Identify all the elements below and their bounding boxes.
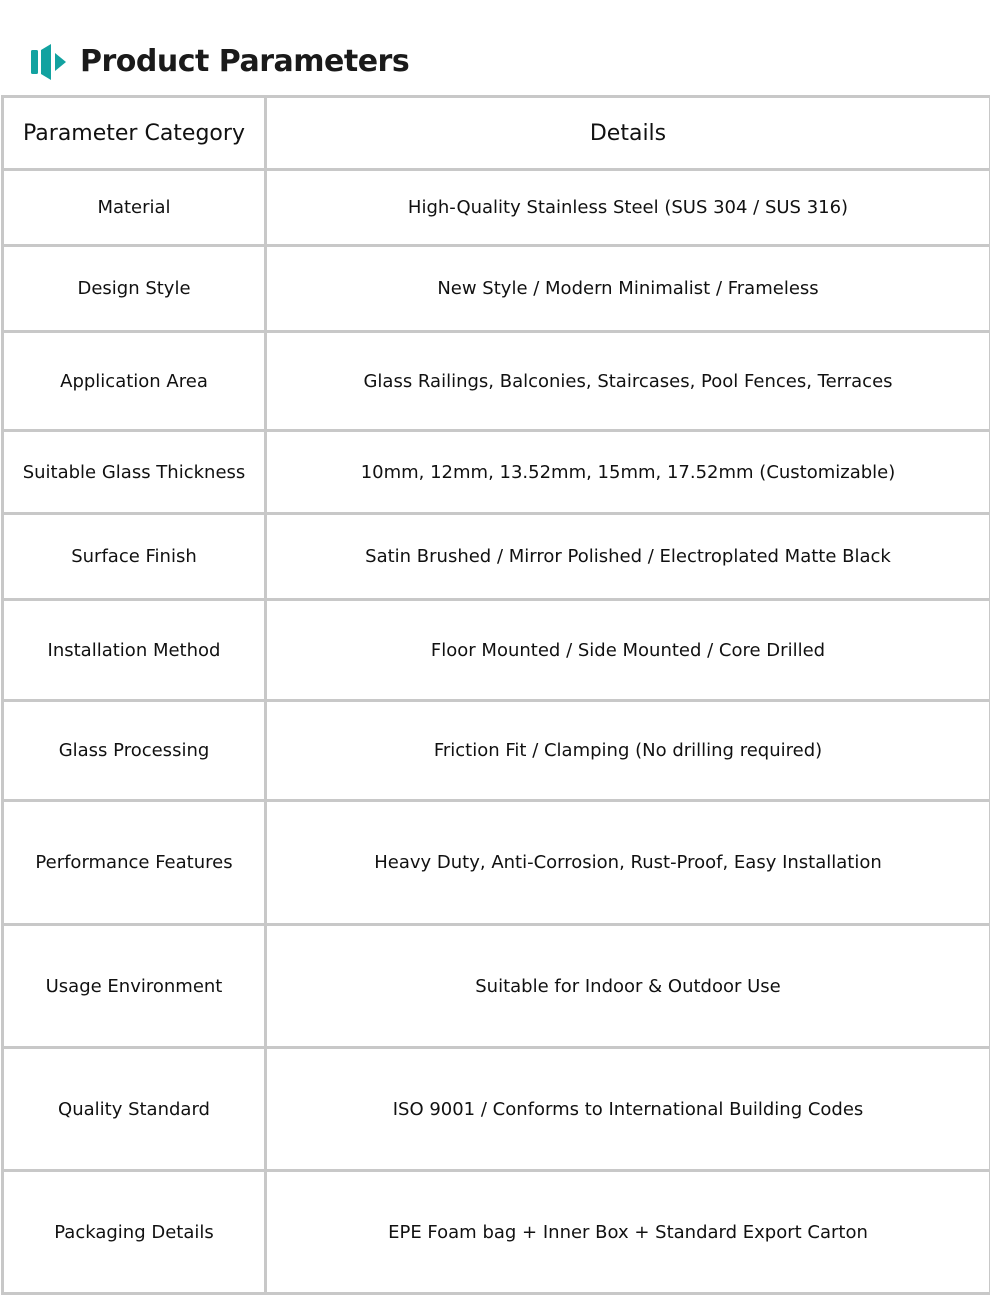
table-row <box>3 246 990 332</box>
page-title: Product Parameters <box>80 44 410 79</box>
row-details-glass-processing: Friction Fit / Clamping (No drilling required) <box>266 701 990 801</box>
table-row <box>3 514 990 600</box>
row-details-quality-standard: ISO 9001 / Conforms to International Building Codes <box>266 1048 990 1171</box>
table-row <box>3 701 990 801</box>
row-details-usage-environment: Suitable for Indoor & Outdoor Use <box>266 925 990 1048</box>
table-header-row <box>3 97 990 170</box>
table-row <box>3 431 990 514</box>
row-details-glass-thickness: 10mm, 12mm, 13.52mm, 15mm, 17.52mm (Customizable) <box>266 431 990 514</box>
table-row <box>3 332 990 431</box>
row-details-surface-finish: Satin Brushed / Mirror Polished / Electroplated Matte Black <box>266 514 990 600</box>
row-category-usage-environment: Usage Environment <box>3 925 266 1048</box>
column-header-category: Parameter Category <box>3 97 266 170</box>
row-category-quality-standard: Quality Standard <box>3 1048 266 1171</box>
column-header-details: Details <box>266 97 990 170</box>
row-details-material: High-Quality Stainless Steel (SUS 304 / SUS 316) <box>266 170 990 246</box>
row-details-application-area: Glass Railings, Balconies, Staircases, Pool Fences, Terraces <box>266 332 990 431</box>
row-category-design-style: Design Style <box>3 246 266 332</box>
speaker-icon <box>28 40 72 84</box>
row-category-installation-method: Installation Method <box>3 600 266 701</box>
row-category-surface-finish: Surface Finish <box>3 514 266 600</box>
table-row <box>3 1048 990 1171</box>
row-category-packaging-details: Packaging Details <box>3 1171 266 1294</box>
row-category-glass-thickness: Suitable Glass Thickness <box>3 431 266 514</box>
table-row <box>3 925 990 1048</box>
row-category-glass-processing: Glass Processing <box>3 701 266 801</box>
table-row <box>3 1171 990 1294</box>
section-header <box>28 38 409 86</box>
table-row <box>3 170 990 246</box>
table-row <box>3 600 990 701</box>
row-details-design-style: New Style / Modern Minimalist / Frameless <box>266 246 990 332</box>
row-details-packaging-details: EPE Foam bag + Inner Box + Standard Export Carton <box>266 1171 990 1294</box>
parameters-table <box>1 95 990 1295</box>
row-details-performance-features: Heavy Duty, Anti-Corrosion, Rust-Proof, Easy Installation <box>266 801 990 925</box>
row-category-material: Material <box>3 170 266 246</box>
row-details-installation-method: Floor Mounted / Side Mounted / Core Drilled <box>266 600 990 701</box>
row-category-application-area: Application Area <box>3 332 266 431</box>
row-category-performance-features: Performance Features <box>3 801 266 925</box>
table-row <box>3 801 990 925</box>
